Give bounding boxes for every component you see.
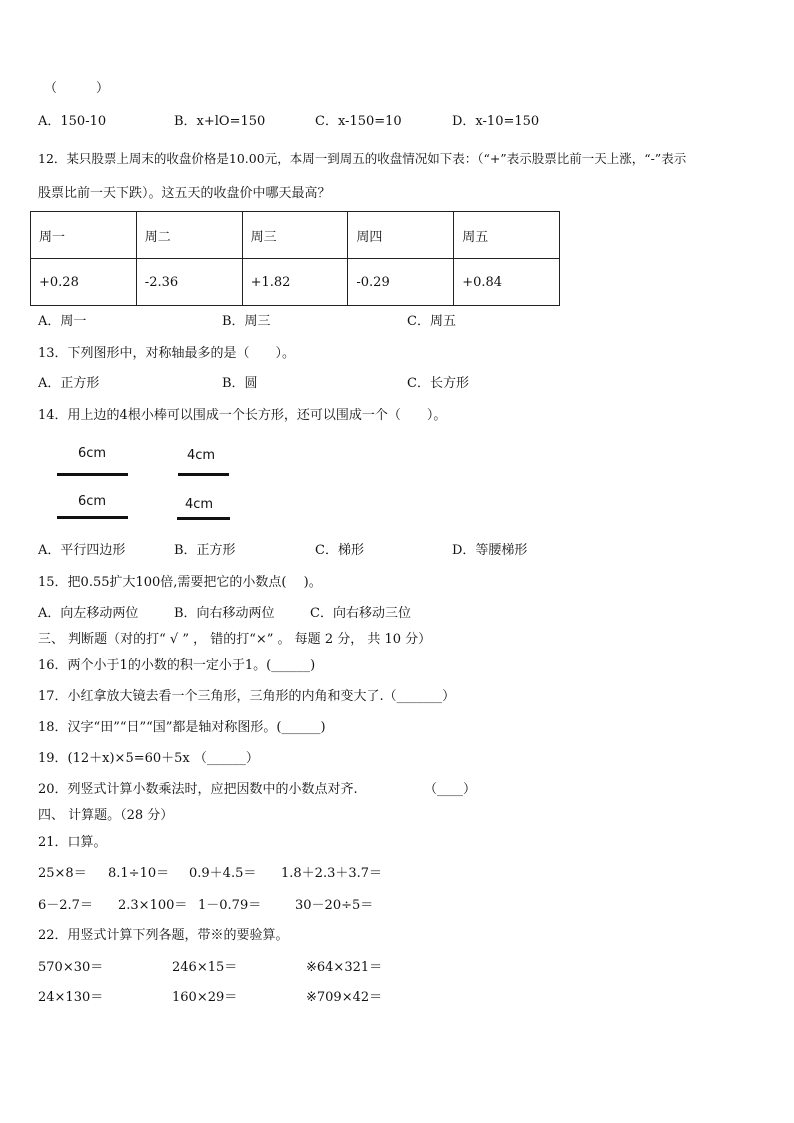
q14-option-c[interactable]: C．梯形 [315,543,364,558]
q15-option-a[interactable]: A．向左移动两位 [38,606,139,621]
stock-price-table [30,211,560,306]
table-cell: +1.82 [242,259,348,306]
q11-option-b[interactable]: B．x+lO=150 [174,114,266,129]
q18-statement: 18．汉字“田”“日”“国”都是轴对称图形。(______) [38,720,326,735]
q21-title: 21．口算。 [38,835,107,850]
calc-item: 25×8＝ [38,866,87,881]
calc-item: 160×29＝ [172,990,238,1005]
table-header-cell: 周三 [242,212,348,259]
q15-option-c[interactable]: C．向右移动三位 [310,606,411,621]
table-cell: -2.36 [136,259,242,306]
q13-option-c[interactable]: C．长方形 [407,376,469,391]
q12-option-b[interactable]: B．周三 [222,314,271,329]
stick-label-4cm-top: 4cm [187,448,216,463]
table-row [31,259,560,306]
calc-item: 6－2.7＝ [38,898,93,913]
calc-item: 1－0.79＝ [198,898,262,913]
calc-item: 8.1÷10＝ [108,866,170,881]
section-3-heading: 三、 判断题（对的打“ √ ” ， 错的打“×” 。 每题 2 分， 共 10 分） [38,632,432,647]
q12-question-line1: 12．某只股票上周末的收盘价格是10.00元，本周一到周五的收盘情况如下表：（“+”表示股票比前一天上涨，“-”表示 [38,151,687,166]
q13-question: 13．下列图形中，对称轴最多的是（ ）。 [38,346,296,361]
q14-option-d[interactable]: D．等腰梯形 [452,543,528,558]
q20-answer-blank[interactable]: （____） [424,782,477,797]
calc-item: 24×130＝ [38,990,104,1005]
q11-option-c[interactable]: C．x-150=10 [315,114,402,129]
q11-option-d[interactable]: D．x-10=150 [452,114,540,129]
calc-item: 0.9＋4.5＝ [189,866,257,881]
q22-title: 22．用竖式计算下列各题，带※的要验算。 [38,928,289,943]
q14-option-a[interactable]: A．平行四边形 [38,543,126,558]
q12-question-line2: 股票比前一天下跌）。这五天的收盘价中哪天最高？ [38,186,331,201]
q15-question: 15．把0.55扩大100倍,需要把它的小数点( )。 [38,575,322,590]
table-header-cell: 周一 [31,212,137,259]
q19-statement: 19．(12＋x)×5=60＋5x （______） [38,751,259,766]
table-header-cell: 周五 [454,212,560,259]
stick-4cm-top [178,473,229,476]
calc-item: 570×30＝ [38,960,104,975]
stick-6cm-top [57,473,128,476]
q13-option-a[interactable]: A．正方形 [38,376,100,391]
section-4-heading: 四、 计算题。（28 分） [38,808,174,823]
stick-label-4cm-bottom: 4cm [185,497,214,512]
calc-item: 1.8＋2.3＋3.7＝ [281,866,383,881]
calc-item: 30－20÷5＝ [295,898,374,913]
calc-item: ※64×321＝ [306,960,383,975]
table-header-row [31,212,560,259]
q12-option-c[interactable]: C．周五 [407,314,456,329]
table-header-cell: 周四 [348,212,454,259]
q16-statement: 16．两个小于1的小数的积一定小于1。(______) [38,658,316,673]
q11-option-a[interactable]: A．150-10 [38,114,107,129]
stick-label-6cm-top: 6cm [78,446,107,461]
stick-label-6cm-bottom: 6cm [78,494,107,509]
q14-option-b[interactable]: B．正方形 [174,543,236,558]
table-header-cell: 周二 [136,212,242,259]
q11-answer-paren: （ ） [44,81,110,96]
q17-statement: 17．小红拿放大镜去看一个三角形，三角形的内角和变大了.（_______） [38,689,456,704]
stick-6cm-bottom [57,516,128,519]
calc-item: 2.3×100＝ [118,898,188,913]
table-cell: -0.29 [348,259,454,306]
q12-option-a[interactable]: A．周一 [38,314,87,329]
stick-4cm-bottom [177,517,230,520]
calc-item: ※709×42＝ [306,990,383,1005]
q14-question: 14．用上边的4根小棒可以围成一个长方形，还可以围成一个（ ）。 [38,408,447,423]
calc-item: 246×15＝ [172,960,238,975]
q15-option-b[interactable]: B．向右移动两位 [174,606,275,621]
q13-option-b[interactable]: B．圆 [222,376,258,391]
q20-statement: 20．列竖式计算小数乘法时，应把因数中的小数点对齐. [38,782,358,797]
table-cell: +0.28 [31,259,137,306]
table-cell: +0.84 [454,259,560,306]
